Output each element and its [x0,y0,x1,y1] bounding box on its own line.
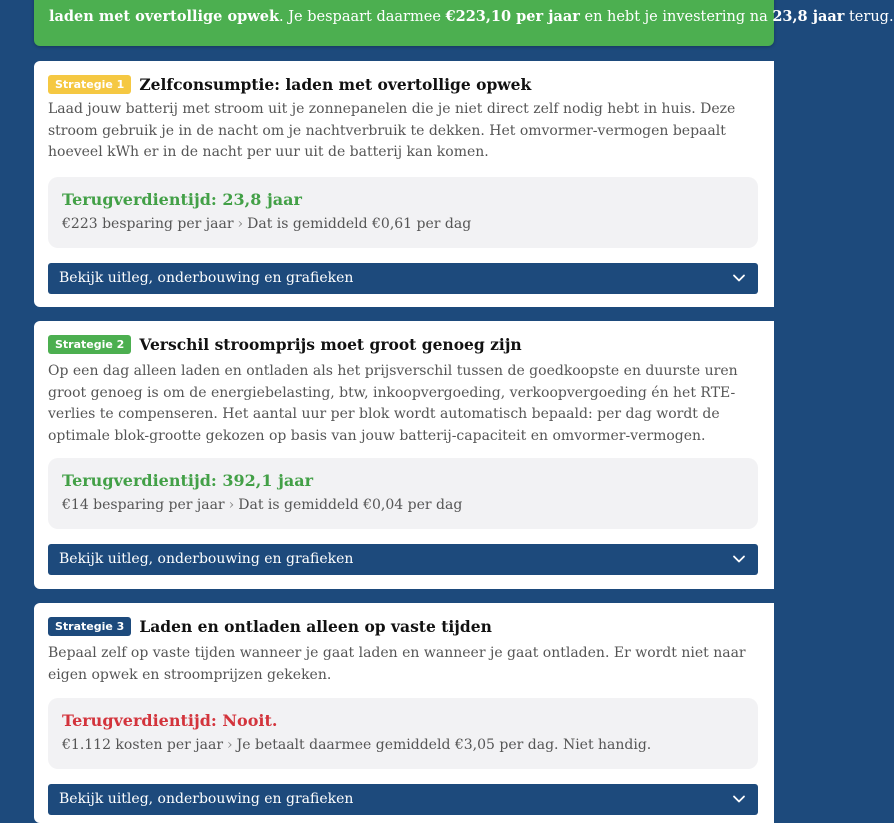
result-details [62,216,471,232]
summary-banner [34,0,894,46]
strategy-badge: Strategie 3 [48,617,131,636]
details-accordion[interactable] [48,784,758,815]
payback-time: Terugverdientijd: 392,1 jaar [62,471,314,490]
chevron-right-icon: › [227,737,233,753]
strategy-description: Op een dag alleen laden en ontladen als het prijsverschil tussen de goedkoopste en duurste uren groot genoeg is om de energiebelasting, btw, inkoopvergoeding, verkoopvergoeding én het RTE-verlies te compenseren. Het aantal uur per blok wordt automatisch bepaald: per dag wordt de optimale blok-grootte gekozen op basis van jouw batterij-capaciteit en omvormer-vermogen. [48,363,738,444]
strategy-card-3 [34,603,774,823]
strategy-description: Laad jouw batterij met stroom uit je zonnepanelen die je niet direct zelf nodig hebt in huis. Deze stroom gebruik je in de nacht om je nachtverbruik te dekken. Het omvormer-vermogen bepaalt hoeveel kWh er in de nacht per uur uit de batterij kan komen. [48,101,736,160]
yearly-amount: €1.112 kosten per jaar [62,737,224,753]
daily-amount: Dat is gemiddeld €0,61 per dag [247,216,472,232]
daily-amount: Je betaalt daarmee gemiddeld €3,05 per dag. Niet handig. [236,737,652,753]
result-details [62,737,651,753]
strategy-title: Zelfconsumptie: laden met overtollige opwek [139,75,532,94]
accordion-label: Bekijk uitleg, onderbouwing en grafieken [59,551,354,567]
chevron-right-icon: › [237,216,244,232]
strategy-description: Bepaal zelf op vaste tijden wanneer je gaat laden en wanneer je gaat ontladen. Er wordt niet naar eigen opwek en stroomprijzen gekeken. [48,645,746,683]
result-box [48,177,758,248]
accordion-label: Bekijk uitleg, onderbouwing en grafieken [59,791,354,807]
strategy-title: Verschil stroomprijs moet groot genoeg zijn [139,335,522,354]
strategy-title: Laden en ontladen alleen op vaste tijden [139,617,492,636]
result-details [62,497,462,513]
chevron-down-icon [732,271,746,285]
chevron-down-icon [732,792,746,806]
accordion-label: Bekijk uitleg, onderbouwing en grafieken [59,270,354,286]
details-accordion[interactable] [48,544,758,575]
result-box [48,458,758,529]
daily-amount: Dat is gemiddeld €0,04 per dag [238,497,463,513]
chevron-right-icon: › [228,497,235,513]
strategy-badge: Strategie 1 [48,75,131,94]
payback-time: Terugverdientijd: 23,8 jaar [62,190,302,209]
strategy-card-1 [34,61,774,307]
yearly-amount: €14 besparing per jaar [62,497,225,513]
payback-time: Terugverdientijd: Nooit. [62,711,278,730]
yearly-amount: €223 besparing per jaar [62,216,234,232]
strategy-badge: Strategie 2 [48,335,131,354]
result-box [48,698,758,769]
chevron-down-icon [732,552,746,566]
strategy-card-2 [34,321,774,589]
summary-banner-text: laden met overtollige opwek. Je bespaart daarmee €223,10 per jaar en hebt je investering na 23,8 jaar terug. [49,8,894,25]
details-accordion[interactable] [48,263,758,294]
